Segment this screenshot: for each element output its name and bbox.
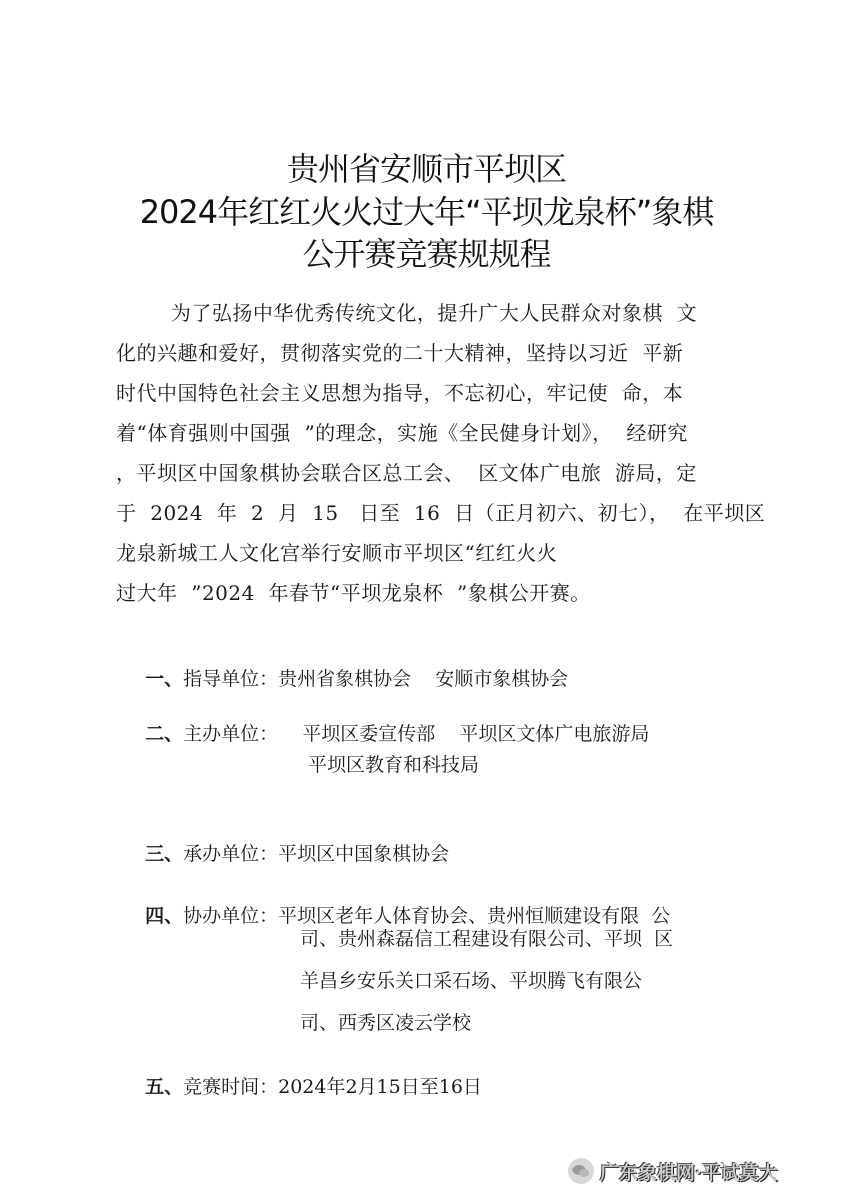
title-line-2: 2024年红红火火过大年“平坝龙泉杯”象棋 (139, 193, 714, 231)
section-text: 协办单位：平坝区老年人体育协会、贵州恒顺建设有限 公 (183, 905, 671, 927)
section-host (133, 697, 649, 746)
section-number: 五、 (145, 1076, 184, 1098)
section-co-organizer-line-4: 司、西秀区凌云学校 (300, 1012, 472, 1034)
section-co-organizer-line-3: 羊昌乡安乐关口采石场、平坝腾飞有限公 (300, 970, 643, 992)
section-host-continued: 平坝区教育和科技局 (308, 754, 480, 776)
intro-line-4: 着“体育强则中国强 ”的理念，实施《全民健身计划》， 经研究 (116, 421, 688, 445)
section-number: 三、 (145, 843, 184, 865)
section-co-organizer (133, 879, 670, 928)
section-organizer (133, 817, 449, 866)
intro-line-3: 时代中国特色社会主义思想为指导，不忘初心，牢记使 命，本 (116, 381, 684, 405)
intro-line-8: 过大年 ”2024 年春节“平坝龙泉杯 ”象棋公开赛。 (116, 581, 591, 605)
section-number: 四、 (145, 905, 184, 927)
section-number: 二、 (145, 723, 184, 745)
watermark (568, 1156, 778, 1186)
wechat-icon (568, 1158, 594, 1184)
section-guidance (133, 642, 568, 691)
section-time (133, 1050, 482, 1099)
title-line-1: 贵州省安顺市平坝区 (286, 150, 566, 188)
intro-line-6: 于 2024 年 2 月 15 日至 16 日（正月初六、初七）， 在平坝区 (116, 501, 766, 525)
intro-line-1: 为了弘扬中华优秀传统文化，提升广大人民群众对象棋 文 (116, 301, 698, 325)
section-co-organizer-line-2: 司、贵州森磊信工程建设有限公司、平坝 区 (300, 928, 674, 950)
intro-line-5: ，平坝区中国象棋协会联合区总工会、 区文体广电旅 游局，定 (116, 461, 697, 485)
intro-line-2: 化的兴趣和爱好，贯彻落实党的二十大精神，坚持以习近 平新 (116, 341, 684, 365)
section-text: 竞赛时间：2024年2月15日至16日 (183, 1076, 482, 1098)
title-line-3: 公开赛竞赛规规程 (302, 235, 551, 273)
intro-line-7: 龙泉新城工人文化宫举行安顺市平坝区“红红火火 (116, 541, 558, 565)
watermark-text: 广东象棋网·平试莫大 (600, 1161, 778, 1184)
section-text: 承办单位：平坝区中国象棋协会 (183, 843, 450, 865)
section-text: 指导单位：贵州省象棋协会 安顺市象棋协会 (183, 668, 569, 690)
section-number: 一、 (145, 668, 184, 690)
section-text: 主办单位： 平坝区委宣传部 平坝区文体广电旅游局 (183, 723, 650, 745)
